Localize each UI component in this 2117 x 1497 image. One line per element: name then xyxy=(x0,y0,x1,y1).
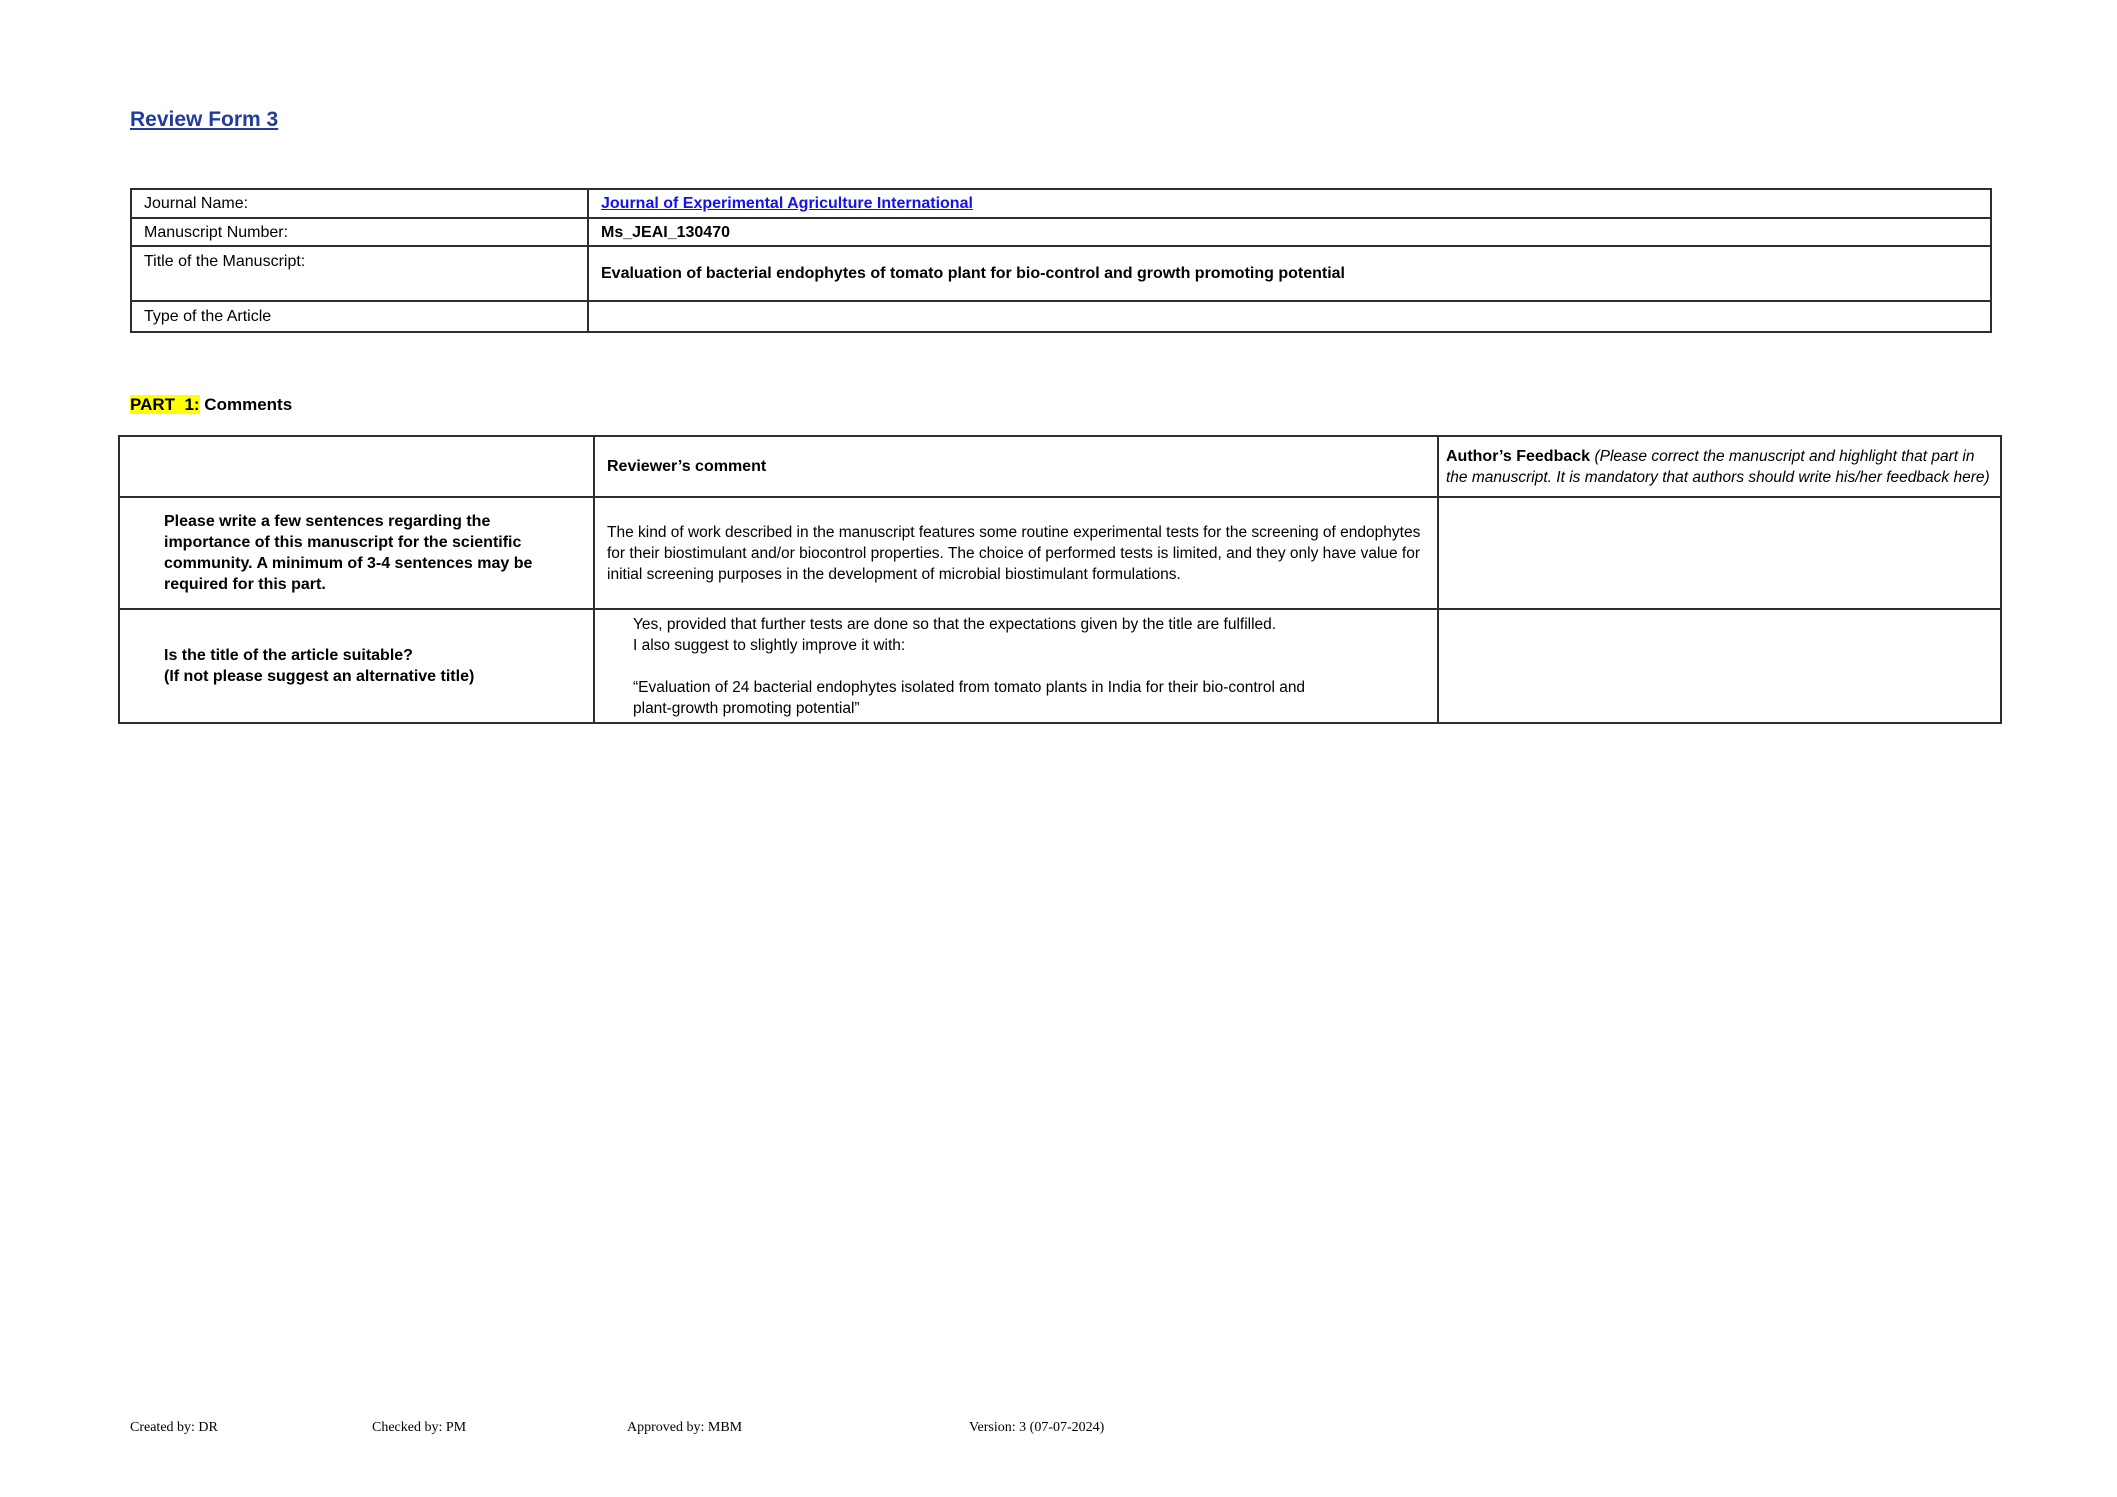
part1-badge: PART 1: xyxy=(130,395,200,414)
suggested-title-line1: “Evaluation of 24 bacterial endophytes isolated from tomato plants in India for their bio-control and xyxy=(633,678,1306,696)
reviewer-comment-header: Reviewer’s comment xyxy=(594,436,1438,497)
title-suitability-question-line1: Is the title of the article suitable? xyxy=(164,647,413,664)
comment-line: I also suggest to slightly improve it with: xyxy=(633,636,906,654)
comments-row-importance xyxy=(119,497,2001,609)
article-type-value xyxy=(588,301,1991,332)
importance-reviewer-comment: The kind of work described in the manuscript features some routine experimental tests for the screening of endophytes for their biostimulant and/or biocontrol properties. The choice of performed tests is limited, and they only have value for initial screening purposes in the development of microbial biostimulant formulations. xyxy=(594,497,1438,609)
footer-created-by: Created by: DR xyxy=(130,1420,218,1435)
author-feedback-header-note: (Please correct the manuscript and highlight that part in the manuscript. It is mandatory that authors should write his/her feedback here) xyxy=(1446,448,1990,486)
part1-title: Comments xyxy=(199,395,293,414)
author-feedback-header xyxy=(1438,436,2001,497)
table-row xyxy=(131,218,1991,246)
title-suitability-reviewer-comment xyxy=(594,609,1438,723)
page-title: Review Form 3 xyxy=(130,108,279,131)
comments-row-title-suitability xyxy=(119,609,2001,723)
manuscript-info-table xyxy=(130,188,1992,333)
author-feedback-header-bold: Author’s Feedback xyxy=(1446,448,1595,465)
table-row xyxy=(131,301,1991,332)
comments-header-row xyxy=(119,436,2001,497)
part1-heading xyxy=(130,394,292,416)
footer-checked-by: Checked by: PM xyxy=(372,1420,467,1435)
importance-question: Please write a few sentences regarding the importance of this manuscript for the scientific community. A minimum of 3-4 sentences may be required for this part. xyxy=(119,497,594,609)
title-suitability-author-feedback xyxy=(1438,609,2001,723)
journal-name-link[interactable]: Journal of Experimental Agriculture International xyxy=(601,195,973,212)
journal-name-label: Journal Name: xyxy=(131,189,588,218)
blank-line xyxy=(633,656,1431,677)
table-row xyxy=(131,189,1991,218)
footer-version: Version: 3 (07-07-2024) xyxy=(969,1420,1105,1435)
manuscript-title-label: Title of the Manuscript: xyxy=(131,246,588,301)
suggested-title-line2: plant-growth promoting potential” xyxy=(633,699,860,717)
header-empty-cell xyxy=(119,436,594,497)
importance-author-feedback xyxy=(1438,497,2001,609)
footer-approved-by: Approved by: MBM xyxy=(627,1420,743,1435)
table-row xyxy=(131,246,1991,301)
comments-table xyxy=(118,435,2002,724)
article-type-label: Type of the Article xyxy=(131,301,588,332)
manuscript-title-value: Evaluation of bacterial endophytes of tomato plant for bio-control and growth promoting potential xyxy=(588,246,1991,301)
title-suitability-question xyxy=(119,609,594,723)
manuscript-number-label: Manuscript Number: xyxy=(131,218,588,246)
manuscript-number-value: Ms_JEAI_130470 xyxy=(588,218,1991,246)
title-suitability-question-line2: (If not please suggest an alternative title) xyxy=(164,668,475,685)
comment-line: Yes, provided that further tests are done so that the expectations given by the title are fulfilled. xyxy=(633,615,1277,633)
